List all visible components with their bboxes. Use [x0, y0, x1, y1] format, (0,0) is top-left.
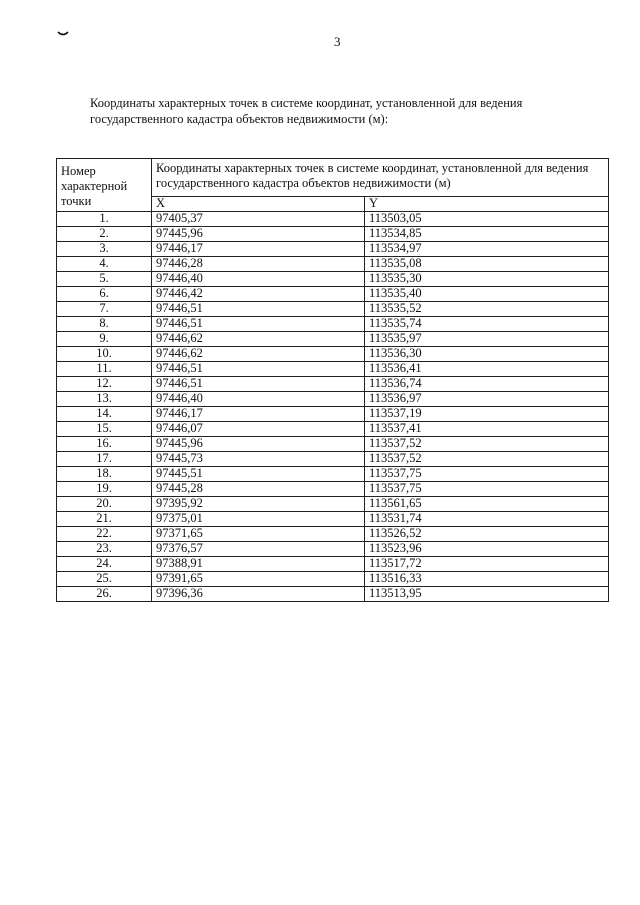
x-coordinate-cell: 97446,42 [152, 287, 365, 302]
x-coordinate-cell: 97388,91 [152, 557, 365, 572]
point-number-cell: 3. [57, 242, 152, 257]
point-number-cell: 26. [57, 587, 152, 602]
table-row [57, 527, 609, 542]
point-number-cell: 18. [57, 467, 152, 482]
x-coordinate-cell: 97446,51 [152, 302, 365, 317]
y-coordinate-cell: 113536,97 [365, 392, 609, 407]
table-row [57, 392, 609, 407]
table-row [57, 272, 609, 287]
point-number-cell: 17. [57, 452, 152, 467]
y-coordinate-cell: 113535,40 [365, 287, 609, 302]
y-coordinate-cell: 113534,85 [365, 227, 609, 242]
table-row [57, 437, 609, 452]
x-coordinate-cell: 97445,73 [152, 452, 365, 467]
x-coordinate-cell: 97445,51 [152, 467, 365, 482]
table-header-row [57, 159, 609, 197]
coordinates-header: Координаты характерных точек в системе координат, установленной для ведения государственного кадастра объектов недвижимости (м) [152, 159, 609, 197]
point-number-cell: 21. [57, 512, 152, 527]
x-coordinate-cell: 97445,96 [152, 437, 365, 452]
table-row [57, 362, 609, 377]
y-coordinate-cell: 113537,75 [365, 467, 609, 482]
coordinates-table [56, 158, 609, 602]
y-coordinate-cell: 113535,08 [365, 257, 609, 272]
y-coordinate-cell: 113526,52 [365, 527, 609, 542]
point-number-cell: 1. [57, 212, 152, 227]
x-coordinate-cell: 97446,17 [152, 407, 365, 422]
point-number-cell: 20. [57, 497, 152, 512]
x-coordinate-cell: 97391,65 [152, 572, 365, 587]
point-number-cell: 9. [57, 332, 152, 347]
x-coordinate-cell: 97375,01 [152, 512, 365, 527]
point-number-cell: 23. [57, 542, 152, 557]
x-coordinate-cell: 97446,51 [152, 362, 365, 377]
x-coordinate-cell: 97395,92 [152, 497, 365, 512]
x-coordinate-cell: 97371,65 [152, 527, 365, 542]
y-coordinate-cell: 113516,33 [365, 572, 609, 587]
table-row [57, 557, 609, 572]
table-row [57, 482, 609, 497]
table-row [57, 542, 609, 557]
y-coordinate-cell: 113536,30 [365, 347, 609, 362]
coordinates-table-body [57, 159, 609, 602]
table-row [57, 572, 609, 587]
table-row [57, 467, 609, 482]
y-coordinate-cell: 113537,75 [365, 482, 609, 497]
point-number-cell: 13. [57, 392, 152, 407]
y-coordinate-cell: 113523,96 [365, 542, 609, 557]
table-row [57, 422, 609, 437]
point-number-cell: 4. [57, 257, 152, 272]
y-coordinate-cell: 113537,41 [365, 422, 609, 437]
x-coordinate-cell: 97405,37 [152, 212, 365, 227]
point-number-cell: 6. [57, 287, 152, 302]
point-number-header: Номер характерной точки [57, 159, 152, 212]
x-coordinate-cell: 97446,62 [152, 332, 365, 347]
x-coordinate-cell: 97445,28 [152, 482, 365, 497]
x-coordinate-cell: 97445,96 [152, 227, 365, 242]
table-row [57, 287, 609, 302]
x-coordinate-cell: 97446,17 [152, 242, 365, 257]
y-coordinate-cell: 113537,52 [365, 437, 609, 452]
y-coordinate-cell: 113513,95 [365, 587, 609, 602]
point-number-cell: 15. [57, 422, 152, 437]
table-row [57, 242, 609, 257]
point-number-cell: 5. [57, 272, 152, 287]
y-coordinate-cell: 113531,74 [365, 512, 609, 527]
y-coordinate-cell: 113535,52 [365, 302, 609, 317]
table-row [57, 317, 609, 332]
y-coordinate-cell: 113535,97 [365, 332, 609, 347]
y-coordinate-cell: 113536,74 [365, 377, 609, 392]
y-column-header: Y [365, 197, 609, 212]
point-number-cell: 22. [57, 527, 152, 542]
y-coordinate-cell: 113537,52 [365, 452, 609, 467]
x-coordinate-cell: 97446,51 [152, 317, 365, 332]
x-column-header: X [152, 197, 365, 212]
x-coordinate-cell: 97446,28 [152, 257, 365, 272]
page-number: 3 [334, 34, 341, 49]
point-number-cell: 19. [57, 482, 152, 497]
point-number-cell: 25. [57, 572, 152, 587]
table-row [57, 302, 609, 317]
x-coordinate-cell: 97446,40 [152, 272, 365, 287]
table-row [57, 227, 609, 242]
y-coordinate-cell: 113561,65 [365, 497, 609, 512]
point-number-cell: 12. [57, 377, 152, 392]
x-coordinate-cell: 97446,07 [152, 422, 365, 437]
table-row [57, 497, 609, 512]
point-number-cell: 2. [57, 227, 152, 242]
table-row [57, 377, 609, 392]
y-coordinate-cell: 113535,30 [365, 272, 609, 287]
point-number-cell: 7. [57, 302, 152, 317]
y-coordinate-cell: 113534,97 [365, 242, 609, 257]
x-coordinate-cell: 97446,40 [152, 392, 365, 407]
point-number-cell: 10. [57, 347, 152, 362]
point-number-cell: 8. [57, 317, 152, 332]
scan-mark-icon [57, 30, 69, 38]
table-row [57, 347, 609, 362]
point-number-cell: 16. [57, 437, 152, 452]
x-coordinate-cell: 97376,57 [152, 542, 365, 557]
x-coordinate-cell: 97446,51 [152, 377, 365, 392]
table-row [57, 332, 609, 347]
table-row [57, 512, 609, 527]
intro-paragraph: Координаты характерных точек в системе координат, установленной для ведения государственного кадастра объектов недвижимости (м): [90, 96, 523, 126]
table-row [57, 212, 609, 227]
y-coordinate-cell: 113535,74 [365, 317, 609, 332]
point-number-cell: 14. [57, 407, 152, 422]
point-number-cell: 11. [57, 362, 152, 377]
table-row [57, 257, 609, 272]
y-coordinate-cell: 113503,05 [365, 212, 609, 227]
point-number-cell: 24. [57, 557, 152, 572]
x-coordinate-cell: 97396,36 [152, 587, 365, 602]
y-coordinate-cell: 113536,41 [365, 362, 609, 377]
table-row [57, 407, 609, 422]
table-row [57, 587, 609, 602]
y-coordinate-cell: 113537,19 [365, 407, 609, 422]
x-coordinate-cell: 97446,62 [152, 347, 365, 362]
table-row [57, 452, 609, 467]
y-coordinate-cell: 113517,72 [365, 557, 609, 572]
